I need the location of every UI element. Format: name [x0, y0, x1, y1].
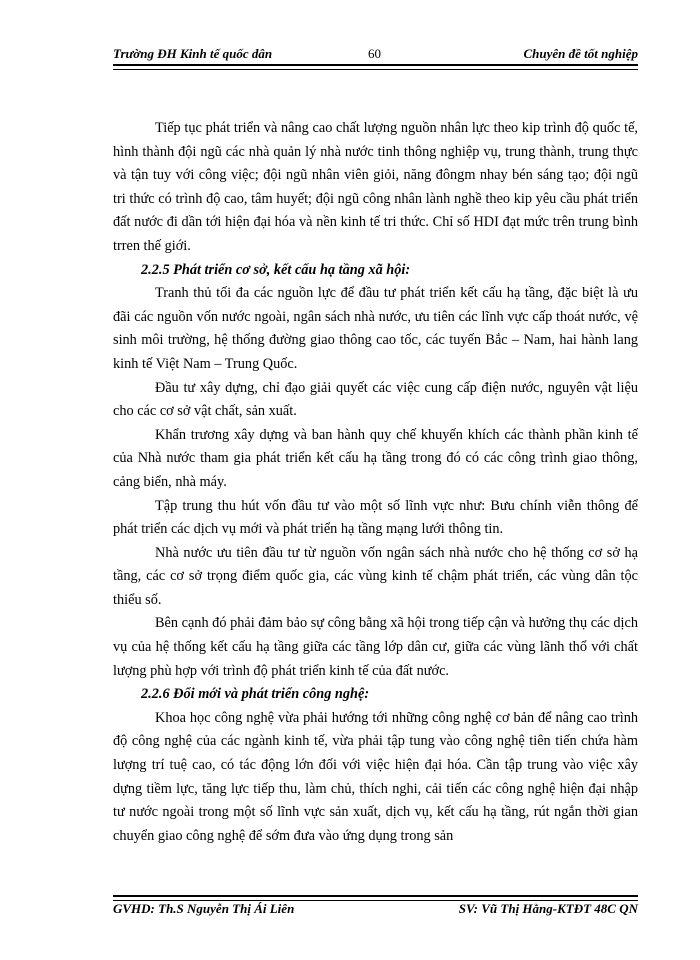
section-heading-2-2-6: 2.2.6 Đổi mới và phát triển công nghệ: — [141, 686, 370, 703]
footer-advisor: GVHD: Th.S Nguyễn Thị Ái Liên — [113, 901, 295, 916]
page-header — [113, 44, 638, 66]
document-body — [113, 117, 638, 848]
header-doc-type: Chuyên đề tốt nghiệp — [523, 46, 638, 61]
page-footer — [113, 898, 638, 920]
paragraph-6: Nhà nước ưu tiên đầu tư từ nguồn vốn ngân sách nhà nước cho hệ thống cơ sở hạ tầng, các cơ sở trọng điểm quốc gia, các vùng kinh tế chậm phát triển, các vùng dân tộc thiểu số. — [113, 544, 638, 608]
footer-student: SV: Vũ Thị Hằng-KTĐT 48C QN — [458, 901, 638, 916]
section-heading-2-2-5: 2.2.5 Phát triển cơ sở, kết cấu hạ tầng xã hội: — [141, 261, 411, 278]
paragraph-7: Bên cạnh đó phải đảm bảo sự công bằng xã hội trong tiếp cận và hưởng thụ các dịch vụ của hệ thống kết cấu hạ tầng giữa các tầng lớp dân cư, giữa các vùng lãnh thổ với chất lượng phù hợp với trình độ phát triển kinh tế của đất nước. — [113, 615, 638, 679]
paragraph-1: Tiếp tục phát triển và nâng cao chất lượng nguồn nhân lực theo kip trình độ quốc tế, hình thành đội ngũ các nhà quản lý nhà nước tinh thông nghiệp vụ, trung thành, trung thực và tận tuy với công việc; đội ngũ nhân viên giỏi, năng đôngm nhay bén sáng tạo; đội ngũ tri thức có trình độ cao, tâm huyết; đội ngũ công nhân lành nghề theo kip yêu cầu phát triển đất nước đi dần tới hiện đại hóa và nền kinh tế tri thức. Chỉ số HDI đạt mức trên trung bình trren thế giới. — [113, 120, 638, 254]
header-rule — [113, 64, 638, 70]
header-school: Trường ĐH Kinh tế quốc dân — [113, 46, 273, 61]
paragraph-5: Tập trung thu hút vốn đầu tư vào một số lĩnh vực như: Bưu chính viễn thông để phát triển các dịch vụ mới và phát triển hạ tầng mạng lưới thông tin. — [113, 497, 638, 538]
paragraph-3: Đầu tư xây dựng, chỉ đạo giải quyết các việc cung cấp điện nước, nguyên vật liệu cho các cơ sở vật chất, sản xuất. — [113, 379, 638, 420]
paragraph-4: Khẩn trương xây dựng và ban hành quy chế khuyến khích các thành phần kinh tế của Nhà nước tham gia phát triển kết cấu hạ tầng trong đó có các công trình giao thông, cảng biển, nhà máy. — [113, 426, 638, 490]
paragraph-2: Tranh thủ tối đa các nguồn lực để đầu tư phát triển kết cấu hạ tầng, đặc biệt là ưu đãi các nguồn vốn nước ngoài, ngân sách nhà nước, ưu tiên các lĩnh vực cấp thoát nước, vệ sinh môi trường, hệ thống đường giao thông cao tốc, các tuyến Bắc – Nam, hai hành lang kinh tế Việt Nam – Trung Quốc. — [113, 285, 638, 372]
paragraph-8: Khoa học công nghệ vừa phải hướng tới những công nghệ cơ bản để nâng cao trình độ công nghệ của các ngành kinh tế, vừa phải tập tung vào công nghệ tiên tiến chứa hàm lượng trí tuệ cao, có tác động lớn đối với việc hiện đại hóa. Cần tập trung vào việc xây dựng tiềm lực, tăng lực tiếp thu, làm chủ, thích nghi, cải tiến các công nghệ hiện đại nhập tư nước ngoài trong một số lĩnh vực sản xuất, dịch vụ, kết cấu hạ tầng, rút ngắn thời gian chuyển giao công nghệ để sớm đưa vào ứng dụng trong sản — [113, 709, 638, 844]
header-page-number: 60 — [368, 46, 381, 61]
